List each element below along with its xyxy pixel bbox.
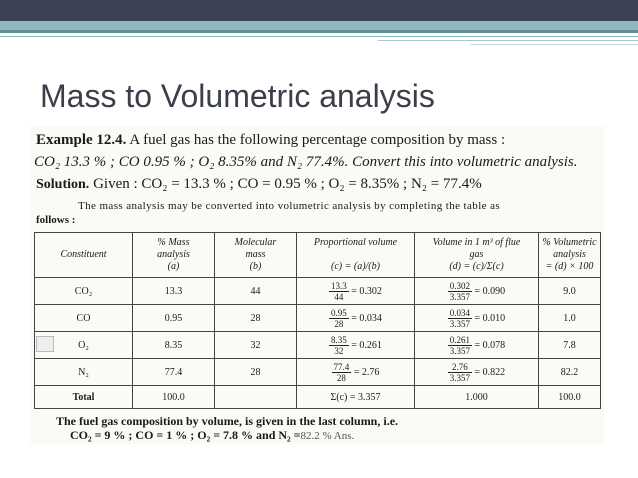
solution-label: Solution. <box>36 177 90 192</box>
cell-mol: 44 <box>215 278 297 305</box>
example-text: A fuel gas has the following percentage composition by mass : <box>129 132 506 148</box>
cell-proportional: $\frac{77.4}{28}$ = 2.76 <box>297 359 415 386</box>
cell-mol: 32 <box>215 332 297 359</box>
example-label: Example 12.4. <box>36 132 127 148</box>
cell-volume: $\frac{0.261}{3.357}$ = 0.078 <box>415 332 539 359</box>
cell-mass: 8.35 <box>133 332 215 359</box>
table-row <box>35 305 601 332</box>
table-row <box>35 359 601 386</box>
example-line <box>36 132 505 149</box>
result-line <box>70 428 354 443</box>
solution-line <box>36 176 482 193</box>
conclusion-line: The fuel gas composition by volume, is given in the last column, i.e. <box>56 414 399 428</box>
accent-stripe-dark <box>0 30 638 33</box>
cell-volume: $\frac{0.302}{3.357}$ = 0.090 <box>415 278 539 305</box>
cell-mass: 0.95 <box>133 305 215 332</box>
example-composition: CO₂ 13.3 % ; CO 0.95 % ; O₂ 8.35% and N₂ 77.4%. Convert this into volumetric analysis. <box>34 154 578 170</box>
cell-percent: 1.0 <box>539 305 601 332</box>
header-cell: Molecular mass (b) <box>215 233 297 278</box>
result-tail: 82.2 % Ans. <box>300 430 355 442</box>
cell-mol: 28 <box>215 359 297 386</box>
divider-line <box>470 44 638 45</box>
header-cell: % Mass analysis (a) <box>133 233 215 278</box>
header-cell: Proportional volume (c) = (a)/(b) <box>297 233 415 278</box>
cell-volume: $\frac{2.76}{3.357}$ = 0.822 <box>415 359 539 386</box>
table-row <box>35 332 601 359</box>
intro-line: The mass analysis may be converted into volumetric analysis by completing the table as <box>78 200 501 212</box>
slide-title: Mass to Volumetric analysis <box>40 78 435 114</box>
divider-line <box>378 40 638 41</box>
scanned-textbook-page <box>30 126 604 444</box>
divider-line <box>0 36 638 37</box>
cell-mol: 28 <box>215 305 297 332</box>
cell-percent: 7.8 <box>539 332 601 359</box>
table-row <box>35 278 601 305</box>
cell-constituent: O₂ <box>35 332 133 359</box>
conversion-table <box>34 232 601 409</box>
cell-constituent: CO₂ <box>35 278 133 305</box>
cell-total-label: Total <box>35 386 133 409</box>
cell-proportional: $\frac{0.95}{28}$ = 0.034 <box>297 305 415 332</box>
table-header-row <box>35 233 601 278</box>
cell-volume: $\frac{0.034}{3.357}$ = 0.010 <box>415 305 539 332</box>
top-banner <box>0 0 638 21</box>
accent-stripe <box>0 21 638 30</box>
total-row <box>35 386 601 409</box>
cell-percent: 82.2 <box>539 359 601 386</box>
cell-percent: 9.0 <box>539 278 601 305</box>
cell-total-mol <box>215 386 297 409</box>
header-cell: Volume in 1 m³ of flue gas (d) = (c)/Σ(c) <box>415 233 539 278</box>
cell-mass: 13.3 <box>133 278 215 305</box>
cell-constituent: CO <box>35 305 133 332</box>
cell-total-volume: 1.000 <box>415 386 539 409</box>
cell-total-proportional: Σ(c) = 3.357 <box>297 386 415 409</box>
header-cell: % Volumetric analysis = (d) × 100 <box>539 233 601 278</box>
cell-constituent: N₂ <box>35 359 133 386</box>
result-text: CO₂ = 9 % ; CO = 1 % ; O₂ = 7.8 % and N₂ = <box>70 428 301 442</box>
cell-total-percent: 100.0 <box>539 386 601 409</box>
header-cell: Constituent <box>35 233 133 278</box>
cell-mass: 77.4 <box>133 359 215 386</box>
cell-proportional: $\frac{13.3}{44}$ = 0.302 <box>297 278 415 305</box>
solution-text: Given : CO₂ = 13.3 % ; CO = 0.95 % ; O₂ = 8.35% ; N₂ = 77.4% <box>93 176 482 192</box>
cell-proportional: $\frac{8.35}{32}$ = 0.261 <box>297 332 415 359</box>
follows-line: follows : <box>36 214 76 226</box>
cell-total-mass: 100.0 <box>133 386 215 409</box>
